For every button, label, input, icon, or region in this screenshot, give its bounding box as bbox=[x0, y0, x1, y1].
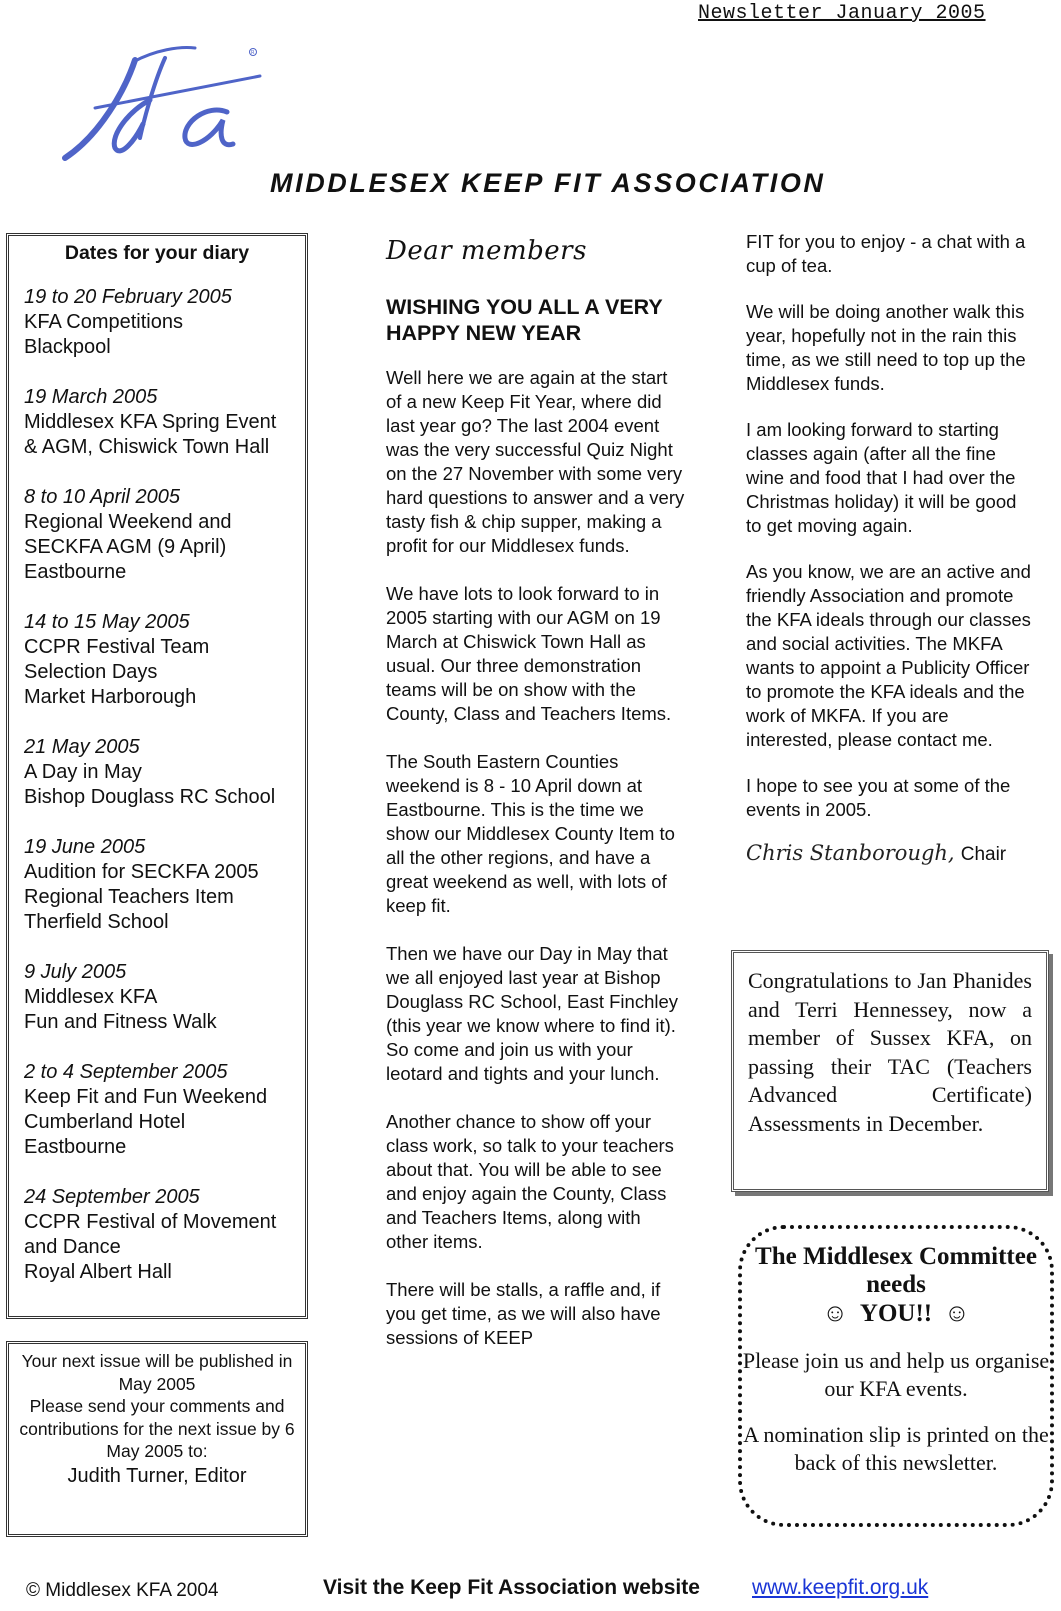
website-link[interactable]: www.keepfit.org.uk bbox=[752, 1576, 929, 1599]
diary-detail: Cumberland Hotel bbox=[24, 1111, 186, 1133]
letter-column-middle bbox=[386, 236, 686, 1374]
congratulations-text: Congratulations to Jan Phanides and Terri Hennessey, now a member of Sussex KFA, on passing their TAC (Teachers Advanced Certificate) Assessments in December. bbox=[748, 968, 1032, 1136]
letter-paragraph: Then we have our Day in May that we all enjoyed last year at Bishop Douglass RC School, East Finchley (this year we know where to find it). So come and join us with your leotard and tights and your lunch. bbox=[386, 943, 679, 1084]
diary-date: 19 June 2005 bbox=[24, 836, 146, 858]
congratulations-box bbox=[731, 950, 1049, 1192]
diary-date: 19 March 2005 bbox=[24, 386, 158, 408]
signature-name: Chris Stanborough, bbox=[746, 841, 955, 865]
diary-date: 24 September 2005 bbox=[24, 1186, 200, 1208]
diary-detail: KFA Competitions bbox=[24, 311, 183, 333]
diary-detail: Audition for SECKFA 2005 bbox=[24, 861, 259, 883]
editor-name: Judith Turner, Editor bbox=[67, 1464, 247, 1487]
diary-detail: Bishop Douglass RC School bbox=[24, 786, 276, 808]
diary-detail: CCPR Festival Team bbox=[24, 636, 210, 658]
letter-paragraph: We will be doing another walk this year, hopefully not in the rain this time, as we still need to top up the Middlesex funds. bbox=[746, 301, 1026, 394]
diary-detail: Selection Days bbox=[24, 661, 158, 683]
diary-date: 21 May 2005 bbox=[24, 736, 140, 758]
letter-paragraph: There will be stalls, a raffle and, if you get time, as we will also have sessions of KEEP bbox=[386, 1279, 661, 1348]
committee-you bbox=[742, 1299, 1050, 1329]
visit-website-text: Visit the Keep Fit Association website bbox=[323, 1576, 700, 1599]
diary-date: 14 to 15 May 2005 bbox=[24, 611, 190, 633]
next-issue-text: Your next issue will be published in May 2005 bbox=[21, 1351, 293, 1394]
diary-detail: Fun and Fitness Walk bbox=[24, 1011, 217, 1033]
diary-date: 2 to 4 September 2005 bbox=[24, 1061, 228, 1083]
next-issue-box bbox=[6, 1341, 308, 1537]
letter-paragraph: We have lots to look forward to in 2005 starting with our AGM on 19 March at Chiswick Town Hall as usual. Our three demonstration teams will be on show with the County, Class and Teachers Items. bbox=[386, 583, 672, 724]
diary-box bbox=[6, 233, 308, 1319]
diary-date: 8 to 10 April 2005 bbox=[24, 486, 181, 508]
diary-detail: Regional Teachers Item bbox=[24, 886, 234, 908]
smiley-icon: ☺ bbox=[944, 1300, 970, 1327]
diary-detail: Therfield School bbox=[24, 911, 169, 933]
signature-role: Chair bbox=[960, 844, 1007, 865]
diary-date: 19 to 20 February 2005 bbox=[24, 286, 232, 308]
diary-detail: Middlesex KFA Spring Event bbox=[24, 411, 277, 433]
letter-paragraph: Well here we are again at the start of a new Keep Fit Year, where did last year go? The last 2004 event was the very successful Quiz Night on the 27 November with some very hard questions to answer and a very tasty fish & chip supper, making a profit for our Middlesex funds. bbox=[386, 367, 685, 556]
diary-heading: Dates for your diary bbox=[64, 242, 250, 264]
diary-detail: SECKFA AGM (9 April) bbox=[24, 536, 227, 558]
committee-invite: Please join us and help us organise our KFA events. bbox=[742, 1348, 1050, 1401]
diary-entry bbox=[24, 835, 305, 935]
letter-paragraph: I hope to see you at some of the events in 2005. bbox=[746, 775, 1011, 820]
letter-paragraph: FIT for you to enjoy - a chat with a cup of tea. bbox=[746, 231, 1026, 276]
diary-entry bbox=[24, 1185, 305, 1285]
diary-detail: Market Harborough bbox=[24, 686, 197, 708]
you-text: YOU!! bbox=[859, 1300, 933, 1327]
newsletter-date: Newsletter January 2005 bbox=[698, 2, 986, 25]
letter-paragraph: I am looking forward to starting classes again (after all the fine wine and food that I had over the Christmas holiday) it will be good to get moving again. bbox=[746, 419, 1017, 536]
association-title: MIDDLESEX KEEP FIT ASSOCIATION bbox=[270, 168, 826, 198]
letter-column-right bbox=[746, 230, 1036, 866]
diary-entries bbox=[24, 285, 305, 1285]
diary-entry bbox=[24, 960, 305, 1035]
diary-entry bbox=[24, 610, 305, 710]
diary-entry bbox=[24, 385, 305, 460]
diary-detail: & AGM, Chiswick Town Hall bbox=[24, 436, 270, 458]
kfa-logo bbox=[55, 40, 270, 175]
diary-detail: Eastbourne bbox=[24, 1136, 127, 1158]
diary-detail: Eastbourne bbox=[24, 561, 127, 583]
letter-paragraph: The South Eastern Counties weekend is 8 - 10 April down at Eastbourne. This is the time we show our Middlesex County Item to all the other regions, and have a great weekend as well, with lots of keep fit. bbox=[386, 751, 675, 916]
diary-detail: Regional Weekend and bbox=[24, 511, 232, 533]
contributions-text: Please send your comments and contributions for the next issue by 6 May 2005 to: bbox=[19, 1396, 295, 1461]
diary-detail: Blackpool bbox=[24, 336, 111, 358]
diary-detail: Keep Fit and Fun Weekend bbox=[24, 1086, 268, 1108]
committee-box bbox=[738, 1225, 1054, 1527]
smiley-icon: ☺ bbox=[822, 1300, 848, 1327]
diary-entry bbox=[24, 485, 305, 585]
letter-paragraph: Another chance to show off your class work, so talk to your teachers about that. You will be able to see and enjoy again the County, Class and Teachers Items, along with other items. bbox=[386, 1111, 674, 1252]
diary-detail: and Dance bbox=[24, 1236, 121, 1258]
svg-text:R: R bbox=[251, 50, 255, 56]
new-year-heading: WISHING YOU ALL A VERY HAPPY NEW YEAR bbox=[386, 295, 663, 345]
letter-paragraph: As you know, we are an active and friendly Association and promote the KFA ideals through our classes and social activities. The MKFA wants to appoint a Publicity Officer to promote the KFA ideals and the work of MKFA. If you are interested, please contact me. bbox=[746, 561, 1031, 750]
salutation: Dear members bbox=[386, 236, 587, 266]
diary-detail: A Day in May bbox=[24, 761, 142, 783]
diary-date: 9 July 2005 bbox=[24, 961, 127, 983]
signature bbox=[746, 840, 1036, 866]
diary-entry bbox=[24, 735, 305, 810]
diary-entry bbox=[24, 285, 305, 360]
diary-detail: CCPR Festival of Movement bbox=[24, 1211, 277, 1233]
copyright: © Middlesex KFA 2004 bbox=[26, 1580, 219, 1601]
diary-detail: Middlesex KFA bbox=[24, 986, 158, 1008]
nomination-note: A nomination slip is printed on the back of this newsletter. bbox=[743, 1422, 1049, 1475]
committee-title: The Middlesex Committee needs bbox=[755, 1243, 1037, 1298]
diary-entry bbox=[24, 1060, 305, 1160]
diary-detail: Royal Albert Hall bbox=[24, 1261, 172, 1283]
